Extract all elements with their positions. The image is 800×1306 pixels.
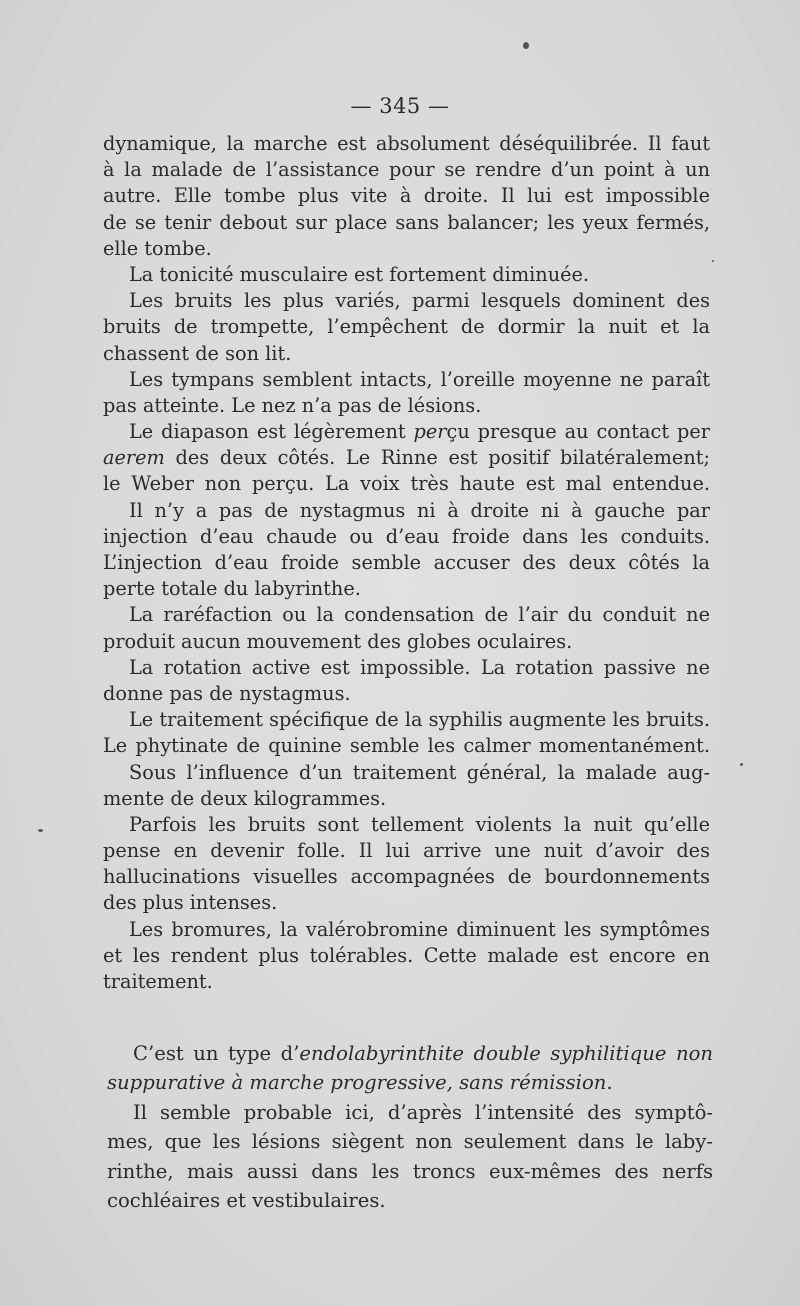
text-line: traitement. (103, 970, 213, 993)
text-line: et les rendent plus tolérables. Cette malade est encore en (103, 943, 710, 967)
scan-speck (38, 829, 43, 832)
conclusion-text (107, 1039, 713, 1215)
text-line: rinthe, mais aussi dans les troncs eux-mêmes des nerfs (107, 1159, 713, 1183)
text-line: Il semble probable ici, d’après l’intensité des symptô- (133, 1100, 713, 1124)
text-line: donne pas de nystagmus. (103, 681, 351, 705)
text-line: La tonicité musculaire est fortement diminuée. (129, 262, 590, 286)
text-line: aerem des deux côtés. Le Rinne est positif bilatéralement; (103, 446, 710, 470)
text-line: mes, que les lésions siègent non seulement dans le laby- (107, 1130, 713, 1154)
text-line: Le diapason est légèrement perçu presque au contact per (129, 420, 710, 444)
scan-speck (740, 763, 743, 766)
text-line: dynamique, la marche est absolument déséquilibrée. Il faut (103, 132, 710, 155)
text-line: autre. Elle tombe plus vite à droite. Il lui est impossible (103, 184, 710, 208)
text-line: C’est un type d’endolabyrinthite double syphilitique non (133, 1042, 713, 1065)
text-line: L’injection d’eau froide semble accuser des deux côtés la (103, 551, 710, 574)
text-line: à la malade de l’assistance pour se rendre d’un point à un (103, 158, 710, 182)
text-line: chassent de son lit. (103, 341, 292, 365)
text-line: produit aucun mouvement des globes oculaires. (103, 629, 573, 653)
text-line: suppurative à marche progressive, sans rémission. (107, 1071, 613, 1095)
text-line: Le traitement spécifique de la syphilis augmente les bruits. (129, 708, 710, 732)
page-number: — 345 — (350, 94, 450, 118)
text-line: mente de deux kilogrammes. (103, 786, 387, 810)
text-line: Parfois les bruits sont tellement violents la nuit qu’elle (129, 812, 710, 836)
text-line: perte totale du labyrinthe. (103, 577, 361, 601)
text-line: le Weber non perçu. La voix très haute est mal entendue. (103, 472, 710, 496)
text-line: de se tenir debout sur place sans balancer; les yeux fermés, (103, 210, 710, 234)
text-line: elle tombe. (103, 236, 212, 260)
text-line: La rotation active est impossible. La rotation passive ne (129, 655, 710, 679)
text-line: Les bromures, la valérobromine diminuent les symptômes (129, 917, 710, 941)
text-line: hallucinations visuelles accompagnées de bourdonnements (103, 865, 710, 889)
text-line: pense en devenir folle. Il lui arrive une nuit d’avoir des (103, 839, 710, 863)
scan-speck (523, 42, 529, 49)
text-line: injection d’eau chaude ou d’eau froide dans les conduits. (103, 524, 710, 548)
text-line: Il n’y a pas de nystagmus ni à droite ni à gauche par (129, 498, 710, 522)
text-line: des plus intenses. (103, 891, 278, 915)
text-line: cochléaires et vestibulaires. (107, 1188, 386, 1212)
text-line: Sous l’influence d’un traitement général, la malade aug- (129, 760, 710, 784)
text-line: pas atteinte. Le nez n’a pas de lésions. (103, 393, 482, 417)
text-line: Les bruits les plus variés, parmi lesquels dominent des (129, 289, 710, 313)
body-text (103, 131, 710, 995)
scan-speck (712, 260, 714, 262)
text-line: bruits de trompette, l’empêchent de dormir la nuit et la (103, 315, 710, 339)
text-line: Les tympans semblent intacts, l’oreille moyenne ne paraît (129, 367, 710, 391)
text-line: Le phytinate de quinine semble les calmer momentanément. (103, 734, 710, 758)
text-line: La raréfaction ou la condensation de l’air du conduit ne (129, 603, 710, 627)
